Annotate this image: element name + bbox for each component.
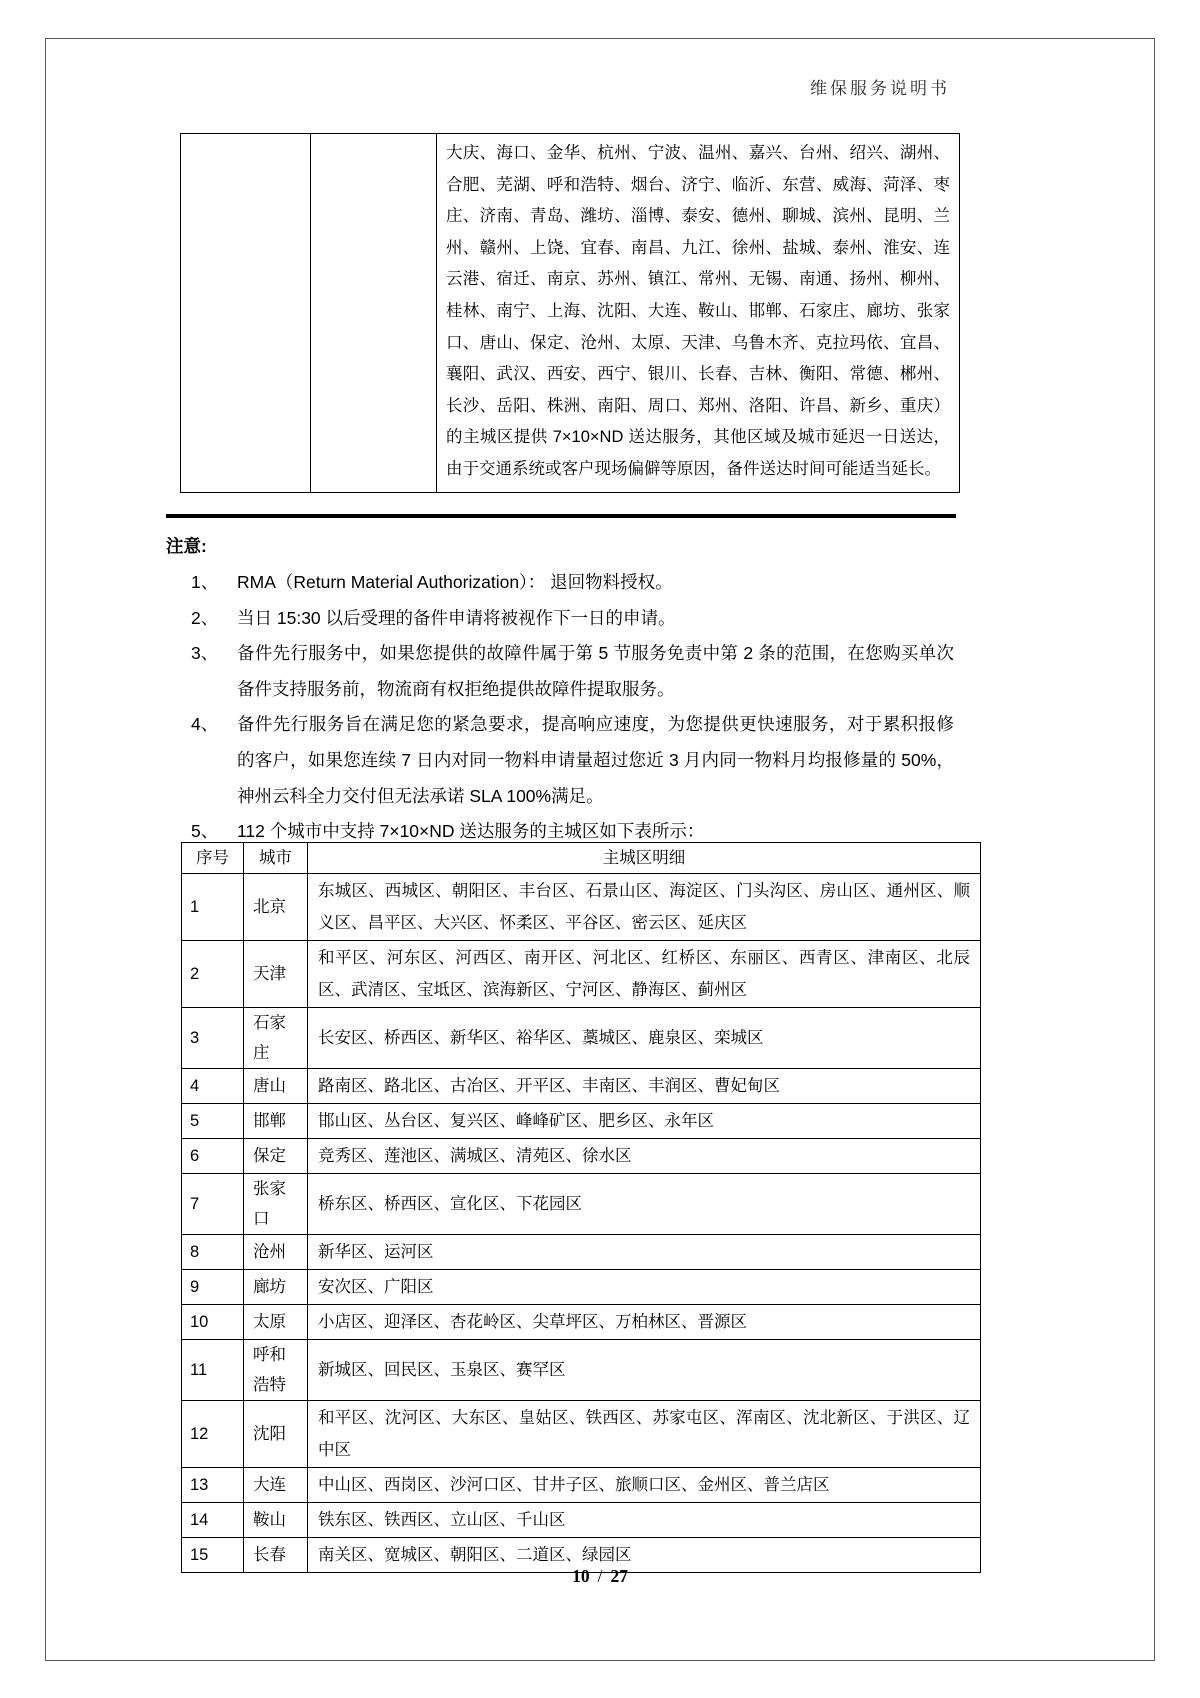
note-item (166, 565, 954, 601)
table-row (182, 1069, 981, 1104)
note-number: 5、 (191, 821, 219, 842)
note-text: RMA（Return Material Authorization）： 退回物料授权。 (237, 572, 673, 592)
cell-districts: 东城区、西城区、朝阳区、丰台区、石景山区、海淀区、门头沟区、房山区、通州区、顺义区、昌平区、大兴区、怀柔区、平谷区、密云区、延庆区 (308, 874, 981, 941)
note-text: 备件先行服务旨在满足您的紧急要求，提高响应速度，为您提供更快速服务，对于累积报修的客户，如果您连续 7 日内对同一物料申请量超过您近 3 月内同一物料月均报修量的 50%，神州云科全力交付但无法承诺 SLA 100%满足。 (237, 714, 954, 806)
cell-city: 石家庄 (244, 1008, 308, 1069)
cell-serial: 13 (182, 1468, 244, 1503)
cell-city: 太原 (244, 1305, 308, 1340)
cell-serial: 14 (182, 1503, 244, 1538)
table-row (182, 1008, 981, 1069)
table-row (182, 1104, 981, 1139)
cell-serial: 1 (182, 874, 244, 941)
table-row (182, 1174, 981, 1235)
cell-districts: 铁东区、铁西区、立山区、千山区 (308, 1503, 981, 1538)
cell-city: 沈阳 (244, 1401, 308, 1468)
table-row (182, 1503, 981, 1538)
cell-districts: 新城区、回民区、玉泉区、赛罕区 (308, 1340, 981, 1401)
page-separator: / (597, 1566, 603, 1586)
note-number: 1、 (191, 572, 219, 592)
delivery-cities-cell: 大庆、海口、金华、杭州、宁波、温州、嘉兴、台州、绍兴、湖州、合肥、芜湖、呼和浩特、烟台、济宁、临沂、东营、威海、菏泽、枣庄、济南、青岛、潍坊、淄博、泰安、德州、聊城、滨州、昆明、兰州、赣州、上饶、宜春、南昌、九江、徐州、盐城、泰州、淮安、连云港、宿迁、南京、苏州、镇江、常州、无锡、南通、扬州、柳州、桂林、南宁、上海、沈阳、大连、鞍山、邯郸、石家庄、廊坊、张家口、唐山、保定、沧州、太原、天津、乌鲁木齐、克拉玛依、宜昌、襄阳、武汉、西安、西宁、银川、长春、吉林、衡阳、常德、郴州、长沙、岳阳、株洲、南阳、周口、郑州、洛阳、许昌、新乡、重庆）的主城区提供 7×10×ND 送达服务，其他区域及城市延迟一日送达，由于交通系统或客户现场偏僻等原因，备件送达时间可能适当延长。 (437, 134, 960, 493)
cell-serial: 15 (182, 1538, 244, 1573)
note-item (166, 601, 954, 637)
empty-cell-middle (311, 134, 437, 493)
column-header-serial: 序号 (182, 843, 244, 874)
cell-city: 呼和浩特 (244, 1340, 308, 1401)
city-districts-table (181, 842, 981, 1573)
cell-districts: 桥东区、桥西区、宣化区、下花园区 (308, 1174, 981, 1235)
table-row (182, 1340, 981, 1401)
cell-serial: 4 (182, 1069, 244, 1104)
cell-districts: 路南区、路北区、古冶区、开平区、丰南区、丰润区、曹妃甸区 (308, 1069, 981, 1104)
cell-city: 北京 (244, 874, 308, 941)
cell-serial: 5 (182, 1104, 244, 1139)
column-header-city: 城市 (244, 843, 308, 874)
note-item (166, 707, 954, 814)
document-header-title: 维保服务说明书 (810, 79, 950, 98)
cell-districts: 南关区、宽城区、朝阳区、二道区、绿园区 (308, 1538, 981, 1573)
cell-serial: 9 (182, 1270, 244, 1305)
cell-city: 张家口 (244, 1174, 308, 1235)
cell-serial: 8 (182, 1235, 244, 1270)
section-divider (166, 514, 956, 518)
cell-city: 廊坊 (244, 1270, 308, 1305)
table-row (182, 941, 981, 1008)
cell-serial: 2 (182, 941, 244, 1008)
cell-districts: 竞秀区、莲池区、满城区、清苑区、徐水区 (308, 1139, 981, 1174)
cell-districts: 新华区、运河区 (308, 1235, 981, 1270)
note-item (166, 636, 954, 707)
cell-serial: 6 (182, 1139, 244, 1174)
cell-city: 大连 (244, 1468, 308, 1503)
spare-parts-delivery-table (180, 133, 960, 493)
table-header-row (182, 843, 981, 874)
cell-serial: 3 (182, 1008, 244, 1069)
table-row (182, 874, 981, 941)
note-text: 备件先行服务中，如果您提供的故障件属于第 5 节服务免责中第 2 条的范围，在您购买单次备件支持服务前，物流商有权拒绝提供故障件提取服务。 (237, 643, 954, 699)
cell-serial: 10 (182, 1305, 244, 1340)
cell-districts: 邯山区、丛台区、复兴区、峰峰矿区、肥乡区、永年区 (308, 1104, 981, 1139)
cell-serial: 12 (182, 1401, 244, 1468)
note-text: 112 个城市中支持 7×10×ND 送达服务的主城区如下表所示： (237, 821, 705, 842)
cell-districts: 和平区、沈河区、大东区、皇姑区、铁西区、苏家屯区、浑南区、沈北新区、于洪区、辽中区 (308, 1401, 981, 1468)
page-number: 10 (572, 1566, 590, 1586)
page-footer (0, 1566, 1200, 1587)
cell-districts: 小店区、迎泽区、杏花岭区、尖草坪区、万柏林区、晋源区 (308, 1305, 981, 1340)
cell-city: 保定 (244, 1139, 308, 1174)
column-header-districts: 主城区明细 (308, 843, 981, 874)
notes-section (166, 527, 954, 850)
table-row (182, 1270, 981, 1305)
table-row (182, 1235, 981, 1270)
cell-districts: 长安区、桥西区、新华区、裕华区、藁城区、鹿泉区、栾城区 (308, 1008, 981, 1069)
table-row (182, 1468, 981, 1503)
cell-serial: 11 (182, 1340, 244, 1401)
cell-districts: 中山区、西岗区、沙河口区、甘井子区、旅顺口区、金州区、普兰店区 (308, 1468, 981, 1503)
cell-city: 长春 (244, 1538, 308, 1573)
note-number: 4、 (191, 714, 219, 735)
table-row (182, 1401, 981, 1468)
cell-districts: 和平区、河东区、河西区、南开区、河北区、红桥区、东丽区、西青区、津南区、北辰区、武清区、宝坻区、滨海新区、宁河区、静海区、蓟州区 (308, 941, 981, 1008)
cell-city: 唐山 (244, 1069, 308, 1104)
cell-city: 天津 (244, 941, 308, 1008)
table-row (182, 1305, 981, 1340)
empty-cell-left (181, 134, 311, 493)
cell-city: 沧州 (244, 1235, 308, 1270)
notes-title: 注意: (166, 536, 207, 556)
note-text: 当日 15:30 以后受理的备件申请将被视作下一日的申请。 (237, 607, 676, 628)
cell-districts: 安次区、广阳区 (308, 1270, 981, 1305)
cell-city: 鞍山 (244, 1503, 308, 1538)
cell-city: 邯郸 (244, 1104, 308, 1139)
table-row (182, 1139, 981, 1174)
page-total: 27 (610, 1566, 628, 1586)
note-number: 2、 (191, 607, 219, 628)
cell-serial: 7 (182, 1174, 244, 1235)
note-number: 3、 (191, 643, 219, 664)
table-row (181, 134, 960, 493)
